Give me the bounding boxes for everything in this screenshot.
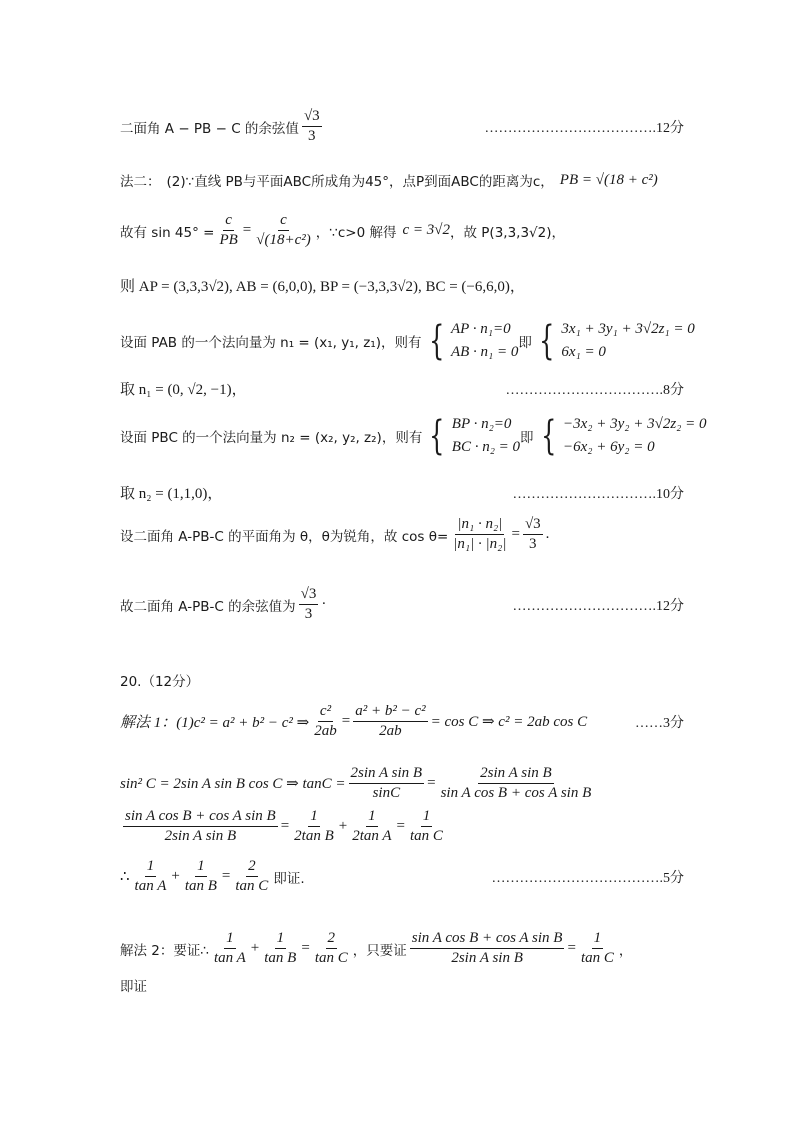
text: 即 [518, 334, 532, 351]
text: 解法 1：(1)c² = a² + b² − c² ⇒ [120, 715, 310, 732]
denominator: 2tan A [352, 828, 392, 845]
numerator: 2sin A sin B [349, 765, 425, 784]
plus: + [338, 818, 348, 835]
plus: + [250, 940, 260, 957]
denominator: tan A [213, 950, 246, 967]
numerator: sin A cos B + cos A sin B [123, 808, 278, 827]
numerator: 1 [421, 808, 433, 827]
text: ，只要证 [352, 942, 407, 959]
line-solution-1 [120, 703, 684, 741]
line-normal-pbc: 设面 PBC 的一个法向量为 n₂ = (x₂, y₂, z₂)，则有 { BP · n₂=0 BC · n₂ = 0 即 { −3x₂ + 3y₂ + 3√2z₂ = 0 −6x₂ + 6y₂ = 0 [120, 412, 707, 459]
numerator: |n₁ · n₂| [455, 516, 504, 535]
text: (2)∵直线 PB与平面ABC所成角为45°，点P到面ABC的距离为c， [166, 174, 554, 190]
text: ， [618, 942, 633, 959]
line-prove [120, 975, 684, 995]
numerator: 1 [224, 930, 236, 949]
text: 解法 2：要证∴ [120, 942, 209, 959]
condition-system [452, 413, 520, 458]
equation: 3x₁ + 3y₁ + 3√2z₁ = 0 [561, 321, 695, 337]
fraction [451, 516, 508, 554]
line-therefore [120, 858, 684, 896]
score-marker: ………………………….10分 [512, 486, 684, 502]
condition: AB · n₁ = 0 [450, 343, 519, 360]
line-expand [120, 808, 684, 846]
fraction [353, 703, 427, 741]
numerator: √3 [299, 586, 319, 605]
expression: PB = √(18 + c²) [559, 171, 658, 188]
text: 设面 PAB 的一个法向量为 n₁ = (x₁, y₁, z₁)，则有 [120, 334, 422, 351]
fraction [123, 808, 278, 846]
text: 即 [520, 429, 534, 446]
text: sin² C = 2sin A sin B cos C ⇒ tanC = [120, 776, 346, 793]
equals: = [341, 713, 351, 730]
numerator: c² [318, 703, 333, 722]
line-vectors [120, 275, 684, 296]
fraction [262, 930, 298, 968]
text: = cos C ⇒ c² = 2ab cos C [430, 714, 588, 731]
text: 故二面角 A-PB-C 的余弦值为 [120, 598, 296, 615]
text: 即证. [273, 870, 305, 887]
line-n1 [120, 378, 684, 399]
denominator: √(18+c²) [256, 232, 311, 249]
text: 故有 sin 45° = [120, 224, 215, 241]
equation-system [563, 413, 707, 458]
line-method-two [120, 170, 694, 190]
numerator: 2sin A sin B [478, 765, 554, 784]
score-marker: ……3分 [635, 715, 684, 731]
fraction [523, 516, 543, 554]
score-marker: ……………………………….12分 [484, 120, 684, 136]
equals: = [511, 526, 520, 543]
denominator: tan A [134, 878, 167, 895]
equation: 6x₁ = 0 [561, 343, 606, 360]
numerator: 1 [195, 858, 207, 877]
numerator: √3 [523, 516, 543, 535]
equals: = [221, 868, 231, 885]
therefore: ∴ [120, 869, 130, 886]
expression: c = 3√2 [402, 222, 450, 239]
text: 设面 PBC 的一个法向量为 n₂ = (x₂, y₂, z₂)，则有 [120, 429, 423, 446]
denominator: sin A cos B + cos A sin B [440, 785, 592, 802]
text: 设二面角 A-PB-C 的平面角为 θ，θ为锐角，故 cos θ= [120, 528, 449, 545]
equation-system [561, 318, 694, 363]
fraction [233, 858, 270, 896]
denominator: tan C [314, 950, 348, 967]
denominator: 3 [308, 128, 316, 145]
method-label: 法二： [120, 174, 161, 190]
line-normal-pab: 设面 PAB 的一个法向量为 n₁ = (x₁, y₁, z₁)，则有 { AP · n₁=0 AB · n₁ = 0 即 { 3x₁ + 3y₁ + 3√2z₁ = 0 6x₁ = 0 [120, 317, 695, 364]
line-solution-2 [120, 930, 694, 968]
line-cos-theta [120, 516, 684, 554]
equals: = [280, 818, 290, 835]
text: ，∵c>0 解得 [315, 224, 397, 241]
score-marker: ……………………………….5分 [491, 870, 684, 886]
numerator: 1 [275, 930, 287, 949]
equals: = [427, 775, 436, 792]
fraction [313, 930, 350, 968]
problem-heading [120, 670, 684, 690]
fraction [302, 108, 322, 146]
numerator: a² + b² − c² [353, 703, 427, 722]
line-sin45: 故有 sin 45° = $\frac{c}{PB}$ = $\frac{c}{\text{√(18+c²)}}$ ，∵c>0 解得 c = 3√2 ，故 P(3,3,3√2)， [120, 212, 566, 249]
vector-list: 则 AP = (3,3,3√2), AB = (6,0,0), BP = (−3,3,3√2), BC = (−6,6,0)， [120, 279, 525, 295]
denominator: tan B [264, 950, 297, 967]
numerator: 1 [366, 808, 378, 827]
denominator: 2sin A sin B [451, 950, 523, 967]
numerator: c [223, 212, 234, 231]
equals: = [567, 940, 576, 957]
numerator: √3 [302, 108, 322, 127]
fraction [350, 808, 393, 846]
numerator: 1 [145, 858, 157, 877]
equation: −3x₂ + 3y₂ + 3√2z₂ = 0 [563, 416, 707, 432]
line-conclusion [120, 586, 684, 624]
numerator: 1 [308, 808, 320, 827]
denominator: tan B [184, 878, 217, 895]
text: 取 n₁ = (0, √2, −1)， [120, 382, 247, 398]
denominator: 2ab [379, 723, 402, 740]
line-n2 [120, 482, 684, 503]
fraction [217, 212, 239, 250]
denominator: PB [219, 232, 238, 249]
fraction [212, 930, 248, 968]
fraction [312, 703, 339, 741]
equals: = [301, 940, 310, 957]
line-dihedral-cosine [120, 108, 684, 146]
denominator: tan C [580, 950, 614, 967]
denominator: 3 [304, 606, 313, 623]
text: ，故 P(3,3,3√2)， [450, 224, 566, 241]
denominator: sinC [372, 785, 401, 802]
fraction [439, 765, 594, 803]
numerator: 2 [246, 858, 258, 877]
fraction [349, 765, 425, 803]
denominator: tan C [235, 878, 269, 895]
condition-system [451, 318, 518, 363]
numerator: 1 [592, 930, 604, 949]
text: 二面角 A − PB − C 的余弦值 [120, 120, 299, 137]
denominator: tan C [410, 828, 443, 845]
fraction [579, 930, 616, 968]
score-marker: ………………………….12分 [512, 598, 684, 614]
line-tan-c [120, 765, 684, 803]
period: . [545, 526, 550, 543]
score-marker: …………………………….8分 [505, 382, 684, 398]
fraction [254, 212, 313, 250]
text: 即证 [120, 979, 147, 995]
fraction [299, 586, 319, 624]
heading: 20.（12分） [120, 674, 200, 690]
fraction [133, 858, 169, 896]
fraction [410, 930, 565, 968]
denominator: 3 [529, 536, 537, 553]
denominator: |n₁| · |n₂| [453, 536, 507, 553]
condition: BC · n₂ = 0 [451, 438, 521, 455]
denominator: 2tan B [294, 828, 334, 845]
numerator: 2 [326, 930, 338, 949]
fraction [408, 808, 445, 846]
dot: · [321, 596, 327, 613]
denominator: 2ab [314, 723, 337, 740]
fraction [292, 808, 336, 846]
equation: −6x₂ + 6y₂ = 0 [563, 438, 655, 455]
condition: BP · n₂=0 [451, 416, 512, 432]
condition: AP · n₁=0 [450, 321, 511, 337]
fraction [183, 858, 219, 896]
numerator: sin A cos B + cos A sin B [410, 930, 565, 949]
equals: = [396, 818, 406, 835]
numerator: c [278, 212, 289, 231]
plus: + [171, 868, 180, 885]
denominator: 2sin A sin B [164, 828, 237, 845]
text: 取 n₂ = (1,1,0)， [120, 486, 223, 502]
